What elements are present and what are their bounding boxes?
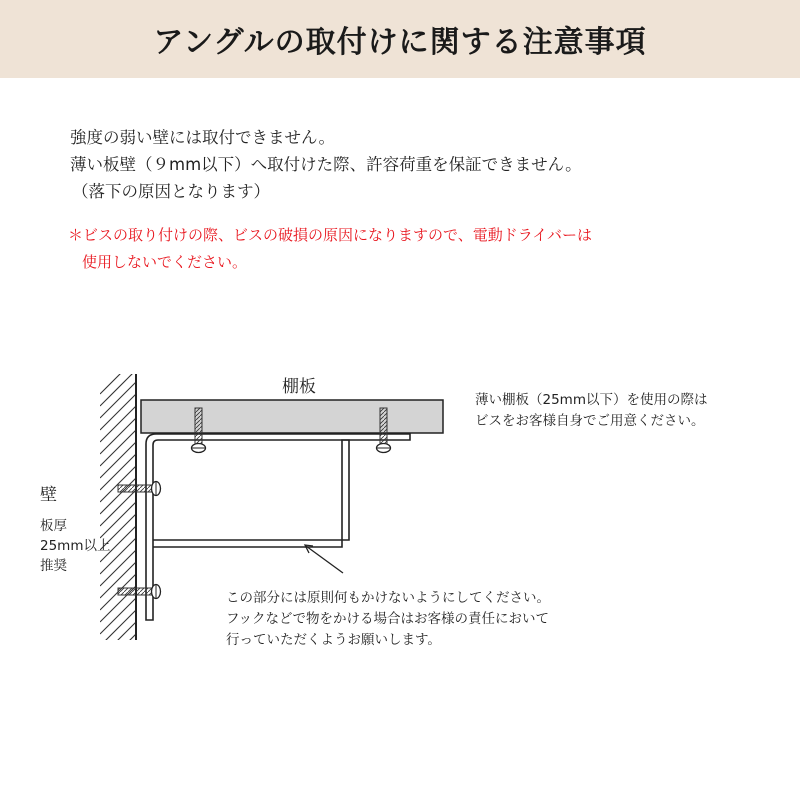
thin-shelf-line: 薄い棚板（25mm以下）を使用の際は (475, 392, 708, 408)
shelf-board (141, 400, 443, 433)
hook-note-line: この部分には原則何もかけないようにしてください。 (226, 590, 550, 606)
header-banner (0, 0, 800, 78)
wall-label: 壁 (40, 485, 57, 505)
note-line: 強度の弱い壁には取付できません。 (70, 128, 335, 147)
caution-notes (70, 124, 582, 205)
hook-note-line: 行っていただくようお願いします。 (226, 632, 441, 648)
wall-screw-bottom (118, 585, 161, 599)
shelf-label: 棚板 (282, 377, 316, 397)
wall-screw-top (118, 482, 161, 496)
hook-note-line: フックなどで物をかける場合はお客様の責任において (226, 611, 550, 627)
warning-line: ＊ビスの取り付けの際、ビスの破損の原因になりますので、電動ドライバーは (68, 226, 592, 244)
thin-shelf-line: ビスをお客様自身でご用意ください。 (475, 413, 705, 429)
warning-line: 使用しないでください。 (82, 253, 248, 271)
note-line: 薄い板壁（９mm以下）へ取付けた際、許容荷重を保証できません。 (70, 155, 582, 174)
wall-thickness-line: 板厚 (40, 518, 67, 534)
note-line: （落下の原因となります） (72, 182, 270, 201)
thin-shelf-note (475, 390, 707, 432)
warning-notes (68, 222, 592, 276)
wall-thickness-note (40, 516, 110, 576)
hook-note (226, 588, 550, 651)
bracket-brace (153, 440, 349, 547)
wall-thickness-line: 推奨 (40, 558, 67, 574)
installation-diagram (0, 360, 800, 660)
pointer-arrow (305, 545, 343, 573)
page-title: アングルの取付けに関する注意事項 (153, 25, 647, 60)
wall-hatching (100, 360, 136, 660)
wall-thickness-line: 25mm以上 (40, 538, 111, 554)
